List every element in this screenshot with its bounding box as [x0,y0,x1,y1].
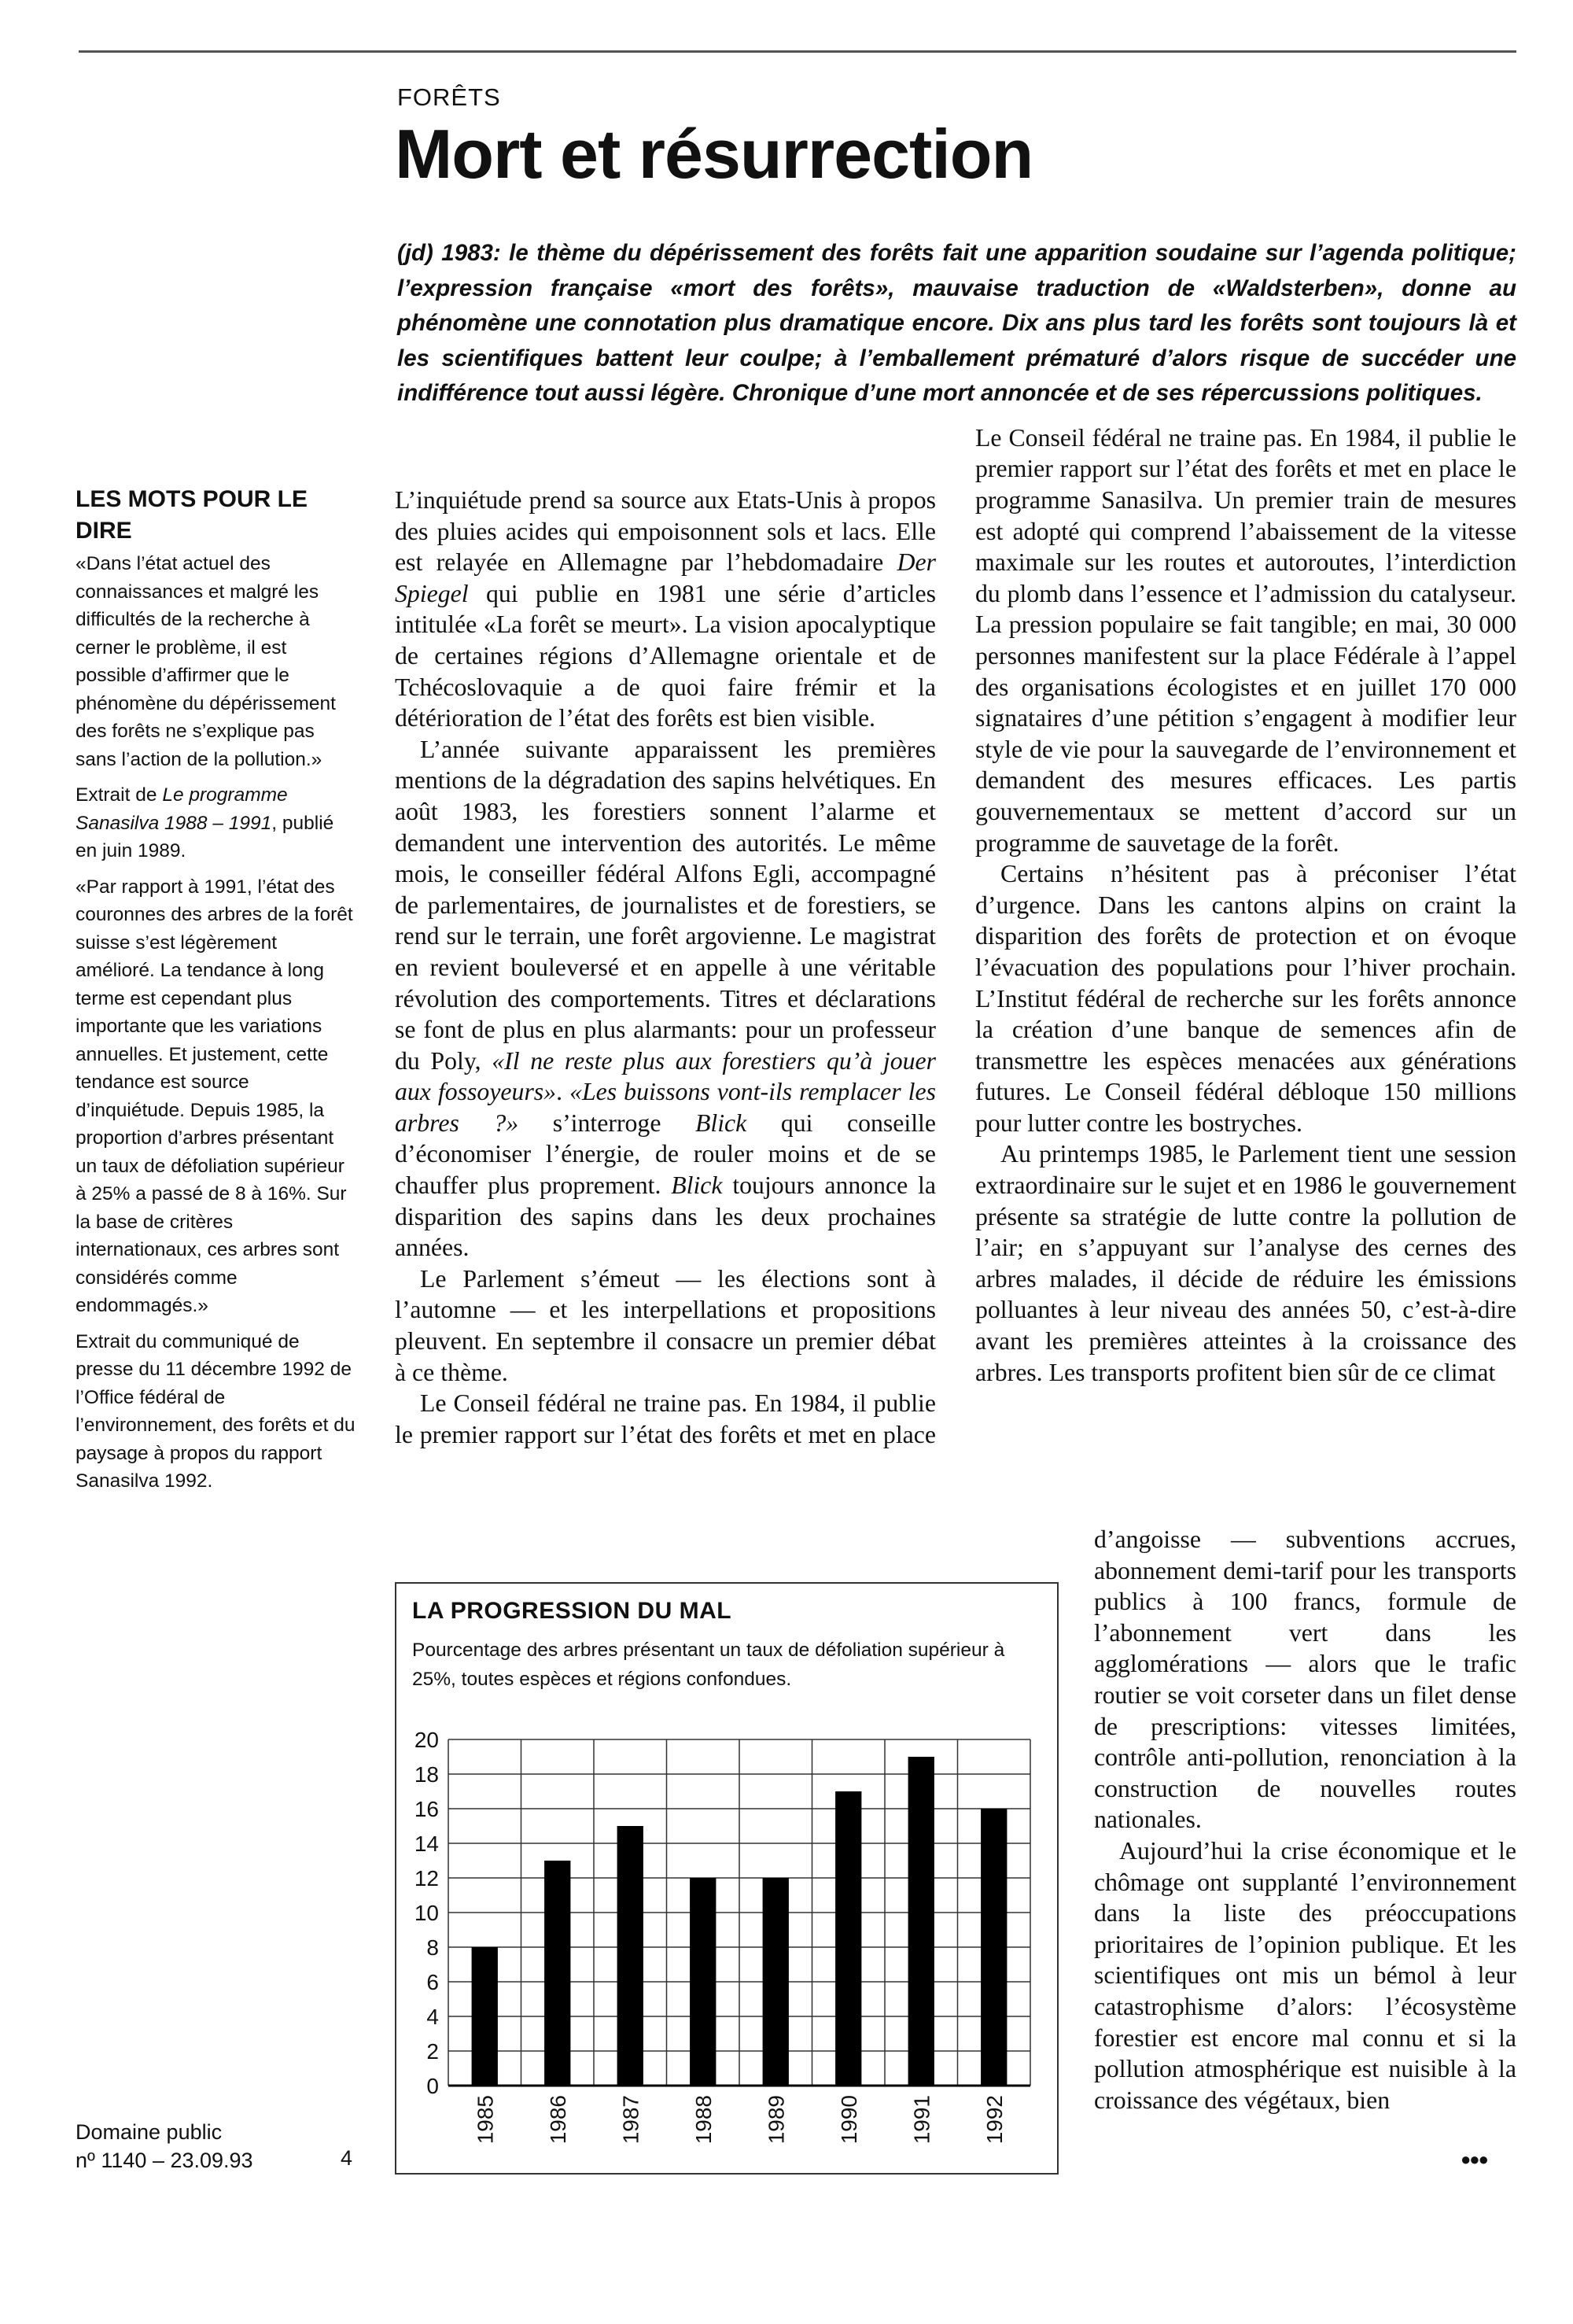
article-title: Mort et résurrection [395,115,1033,193]
article-paragraph: L’année suivante apparaissent les premières mentions de la dégradation des sapins helvétiques. En août 1983, les forestiers sonnent l’alarme et demandent une intervention des autorités. Le même mois, le conseiller fédéral Alfons Egli, accompagné de parlementaires, de journalistes et de forestiers, se rend sur le terrain, une forêt argovienne. Le magistrat en revient bouleversé et en appelle à une véritable révolution des comportements. Titres et déclarations se font de plus en plus alarmants: pour un professeur du Poly, «Il ne reste plus aux forestiers qu’à jouer aux fossoyeurs». «Les buissons vont-ils remplacer les arbres ?» s’interroge Blick qui conseille d’économiser l’énergie, de rouler moins et de se chauffer plus proprement. Blick toujours annonce la disparition des sapins dans les deux prochaines années. [395,735,936,1262]
top-rule [79,50,1516,53]
y-tick-label: 2 [426,2039,439,2064]
x-tick-label: 1989 [764,2095,789,2145]
bar-1986 [544,1861,570,2086]
y-tick-label: 18 [414,1762,439,1787]
article-paragraph: d’angoisse — subventions accrues, abonnement demi-tarif pour les transports publics à 100 francs, formule de l’abonnement vert dans les agglomérations — alors que le trafic routier se voit corseter dans un filet dense de prescriptions: vitesses limitées, contrôle anti-pollution, renonciation à la construction de nouvelles routes nationales. [1094,1525,1516,1834]
bar-1987 [617,1826,643,2086]
y-tick-label: 0 [426,2074,439,2098]
sidebar [76,484,359,1503]
article-paragraph: Certains n’hésitent pas à préconiser l’état d’urgence. Dans les cantons alpins on craint la disparition des forêts de protection et on évoque l’évacuation des populations pour l’hiver prochain. L’Institut fédéral de recherche sur les forêts annonce la création d’une banque de semences afin de transmettre les espèces menacées aux générations futures. Le Conseil fédéral débloque 150 millions pour lutter contre les bostryches. [975,860,1516,1137]
page-number: 4 [341,2146,353,2170]
y-tick-label: 16 [414,1797,439,1821]
x-tick-label: 1992 [982,2095,1007,2145]
footer [76,2118,253,2175]
section-kicker: FORÊTS [397,83,501,111]
article-column-3 [1094,1524,1516,2116]
issue-number: nº 1140 – 23.09.93 [76,2149,253,2172]
chart-title: LA PROGRESSION DU MAL [412,1598,732,1624]
continued-mark: ●●● [1461,2149,1487,2169]
article-paragraph: Le Conseil fédéral ne traine pas. En 1984, il publie le premier rapport sur l’état des forêts et met en place le programme Sanasilva. Un premier train de mesures est adopté qui comprend l’abaissement de la vitesse maximale sur les routes et autoroutes, l’interdiction du plomb dans l’essence et l’admission du catalyseur. La pression populaire se fait tangible; en mai, 30 000 personnes manifestent sur la place Fédérale à l’appel des organisations écologistes et en juillet 170 000 signataires d’une pétition s’engagent à modifier leur style de vie pour la sauvegarde de l’environnement et demandent des mesures efficaces. Les partis gouvernementaux se mettent d’accord sur un programme de sauvetage de la forêt. [975,423,1516,857]
sidebar-quote: «Par rapport à 1991, l’état des couronnes des arbres de la forêt suisse s’est légèrement amélioré. La tendance à long terme est cependant plus importante que les variations annuelles. Et justement, cette tendance est source d’inquiétude. Depuis 1985, la proportion d’arbres présentant un taux de défoliation supérieur à 25% a passé de 8 à 16%. Sur la base de critères internationaux, ces arbres sont considérés comme endommagés.» [76,876,353,1316]
x-tick-label: 1986 [545,2095,570,2145]
y-tick-label: 4 [426,2005,439,2029]
sidebar-quote: «Dans l’état actuel des connaissances et malgré les difficultés de la recherche à cerner le problème, il est possible d’affirmer que le phénomène du dépérissement des forêts ne s’explique pas sans l’action de la pollution.» [76,553,336,770]
sidebar-heading: LES MOTS POUR LE DIRE [76,486,308,544]
y-tick-label: 20 [414,1728,439,1752]
article-paragraph: Le Parlement s’émeut — les élections sont à l’automne — et les interpellations et propositions pleuvent. En septembre il consacre un premier débat à ce thème. [395,1264,936,1386]
chart-subtitle: Pourcentage des arbres présentant un taux de défoliation supérieur à 25%, toutes espèces et régions confondues. [412,1640,1005,1690]
bar-1992 [981,1809,1007,2086]
y-tick-label: 8 [426,1935,439,1960]
y-tick-label: 6 [426,1970,439,1994]
x-tick-label: 1987 [618,2095,643,2145]
sidebar-source: Extrait du communiqué de presse du 11 décembre 1992 de l’Office fédéral de l’environnement, des forêts et du paysage à propos du rapport Sanasilva 1992. [76,1330,355,1492]
article-column-2 [975,423,1516,1388]
article-paragraph: L’inquiétude prend sa source aux Etats-Unis à propos des pluies acides qui empoisonnent sols et lacs. Elle est relayée en Allemagne par l’hebdomadaire Der Spiegel qui publie en 1981 une série d’articles intitulée «La forêt se meurt». La vision apocalyptique de certaines régions d’Allemagne orientale et de Tchécoslovaquie a de quoi faire frémir et la détérioration de l’état des forêts est bien visible. [395,486,936,732]
article-paragraph: Aujourd’hui la crise économique et le chômage ont supplanté l’environnement dans la liste des préoccupations prioritaires de l’opinion publique. Et les scientifiques ont mis un bémol à leur catastrophisme d’alors: l’écosystème forestier est encore mal connu et si la pollution atmosphérique est nuisible à la croissance des végétaux, bien [1094,1836,1516,2114]
bar-chart [396,1584,1057,2173]
y-tick-label: 14 [414,1832,439,1856]
chart-box [395,1582,1059,2175]
y-tick-label: 12 [414,1866,439,1891]
article-paragraph: Le Conseil fédéral ne traine pas. En 1984, il publie le premier rapport sur l’état des forêts et met en place [395,1389,936,1448]
bar-1988 [690,1878,716,2086]
bar-1989 [763,1878,789,2086]
article-paragraph: Au printemps 1985, le Parlement tient une session extraordinaire sur le sujet et en 1986 le gouvernement présente sa stratégie de lutte contre la pollution de l’air; en s’appuyant sur l’analyse des cernes des arbres malades, il décide de réduire les émissions polluantes à leur niveau des années 50, c’est-à-dire avant les premières atteintes à la croissance des arbres. Les transports profitent bien sûr de ce climat [975,1140,1516,1386]
bar-1991 [908,1757,934,2086]
x-tick-label: 1991 [909,2095,934,2145]
article-lead: (jd) 1983: le thème du dépérissement des forêts fait une apparition soudaine sur l’agenda politique; l’expression française «mort des forêts», mauvaise traduction de «Waldsterben», donne au phénomène une connotation plus dramatique encore. Dix ans plus tard les forêts sont toujours là et les scientifiques battent leur coulpe; à l’emballement prématuré d’alors risque de succéder une indifférence tout aussi légère. Chronique d’une mort annoncée et de ses répercussions politiques. [397,240,1516,406]
article-column-1 [395,485,936,1451]
bar-1990 [835,1791,861,2086]
sidebar-source-title: Le programme Sanasilva 1988 – 1991 [76,784,288,834]
y-tick-label: 10 [414,1901,439,1925]
bar-1985 [472,1947,498,2086]
x-tick-label: 1988 [691,2095,716,2145]
x-tick-label: 1990 [836,2095,861,2145]
x-tick-label: 1985 [473,2095,498,2145]
publication-name: Domaine public [76,2120,223,2144]
sidebar-source: Extrait de Le programme Sanasilva 1988 – 1991, publié en juin 1989. [76,784,334,861]
